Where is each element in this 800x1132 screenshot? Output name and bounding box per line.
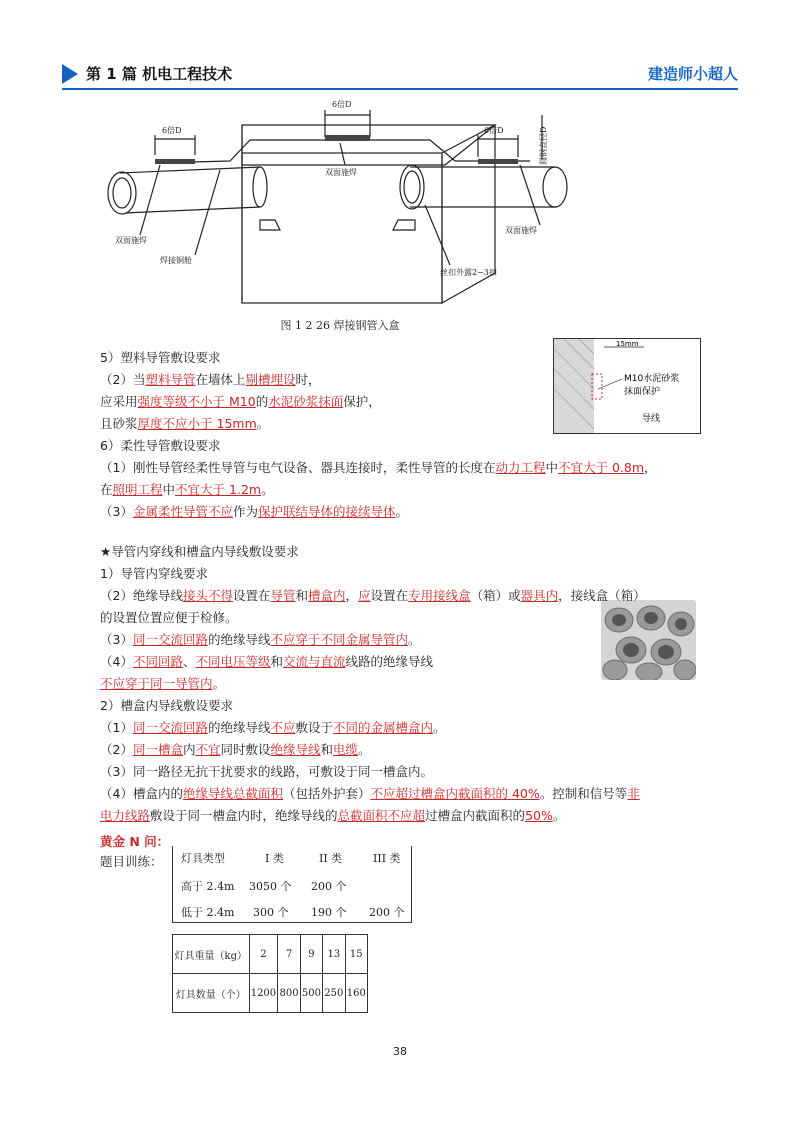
page-number: 38 bbox=[393, 1045, 407, 1058]
conduit-box-drawing bbox=[100, 95, 580, 315]
gold-questions-heading: 黄金 N 问： bbox=[100, 834, 170, 849]
text-line: 的设置位置应便于检修。 bbox=[100, 610, 238, 625]
label-weld-top: 双面施焊 bbox=[325, 168, 357, 177]
label-weld-right: 双面施焊 bbox=[505, 226, 537, 235]
practice-label: 题目训练： bbox=[100, 854, 163, 869]
brand-name: 建造师小超人 bbox=[647, 65, 738, 83]
text-line: （2）当塑料导管在墙体上剔槽埋设时， bbox=[100, 372, 321, 387]
text-line: 不应穿于同一导管内。 bbox=[100, 676, 226, 691]
text-line: 6）柔性导管敷设要求 bbox=[100, 438, 221, 453]
label-diameter: 圆钢直径D bbox=[539, 126, 548, 165]
text-line: 1）导管内穿线要求 bbox=[100, 566, 208, 581]
table-row: 灯具重量（kg） 2 7 9 13 15 bbox=[173, 935, 368, 974]
chapter-title: 第 1 篇 机电工程技术 bbox=[86, 65, 233, 83]
lamp-weight-table bbox=[172, 934, 368, 1013]
inset-dim: 15mm bbox=[616, 340, 639, 348]
welded-conduit-figure bbox=[100, 95, 580, 340]
inset-protect: 抹面保护 bbox=[624, 387, 661, 397]
text-line: （2）同一槽盒内不宜同时敷设绝缘导线和电缆。 bbox=[100, 742, 371, 757]
text-line: （1）同一交流回路的绝缘导线不应敷设于不同的金属槽盒内。 bbox=[100, 720, 446, 735]
text-line: 2）槽盒内导线敷设要求 bbox=[100, 698, 233, 713]
inset-conduit: 导线 bbox=[642, 414, 661, 424]
label-6d-right: 6倍D bbox=[484, 126, 504, 135]
text-line: （3）同一路径无抗干扰要求的线路，可敷设于同一槽盒内。 bbox=[100, 764, 433, 779]
inset-mortar: M10水泥砂浆 bbox=[624, 374, 680, 384]
header-triangle-icon bbox=[62, 64, 78, 84]
text-line: 应采用强度等级不小于 M10的水泥砂浆抹面保护， bbox=[100, 394, 381, 409]
figure-caption: 图 1 2 26 焊接钢管入盒 bbox=[280, 319, 400, 332]
section-heading: ★导管内穿线和槽盒内导线敷设要求 bbox=[100, 544, 299, 559]
text-line: 5）塑料导管敷设要求 bbox=[100, 350, 221, 365]
label-thread: 丝扣外露2~3扣 bbox=[440, 268, 497, 277]
text-line: （1）刚性导管经柔性导管与电气设备、器具连接时，柔性导管的长度在动力工程中不宜大于 0.8m， bbox=[100, 460, 657, 475]
text-line: 且砂浆厚度不应小于 15mm。 bbox=[100, 416, 270, 431]
text-line: 电力线路敷设于同一槽盒内时，绝缘导线的总截面积不应超过槽盒内截面积的50%。 bbox=[100, 808, 566, 823]
lamp-type-table: 灯具类型 I 类 II 类 III 类 高于 2.4m 3050 个 200 个 低于 2.4m 300 个 190 个 200 个 bbox=[172, 846, 412, 923]
table-row: 灯具数量（个） 1200 800 500 250 160 bbox=[173, 974, 368, 1013]
conduit-fittings-photo bbox=[601, 600, 696, 680]
text-line: （2）绝缘导线接头不得设置在导管和槽盒内，应设置在专用接线盒（箱）或器具内，接线盒（箱） bbox=[100, 588, 646, 603]
text-line: （4）不同回路、不同电压等级和交流与直流线路的绝缘导线 bbox=[100, 654, 434, 669]
text-line: （4）槽盒内的绝缘导线总截面积（包括外护套）不应超过槽盒内截面积的 40%。控制和信号等非 bbox=[100, 786, 640, 801]
text-line: （3）同一交流回路的绝缘导线不应穿于不同金属导管内。 bbox=[100, 632, 421, 647]
text-line: 在照明工程中不宜大于 1.2m。 bbox=[100, 482, 274, 497]
mortar-inset-figure bbox=[553, 338, 701, 434]
text-line: （3）金属柔性导管不应作为保护联结导体的接续导体。 bbox=[100, 504, 409, 519]
header-rule bbox=[62, 88, 738, 90]
page-header bbox=[62, 60, 738, 90]
label-weld-bar: 焊接铜舱 bbox=[160, 256, 192, 265]
label-6d-left: 6倍D bbox=[162, 126, 182, 135]
label-6d-top: 6倍D bbox=[332, 100, 352, 109]
label-weld-left: 双面施焊 bbox=[115, 236, 147, 245]
